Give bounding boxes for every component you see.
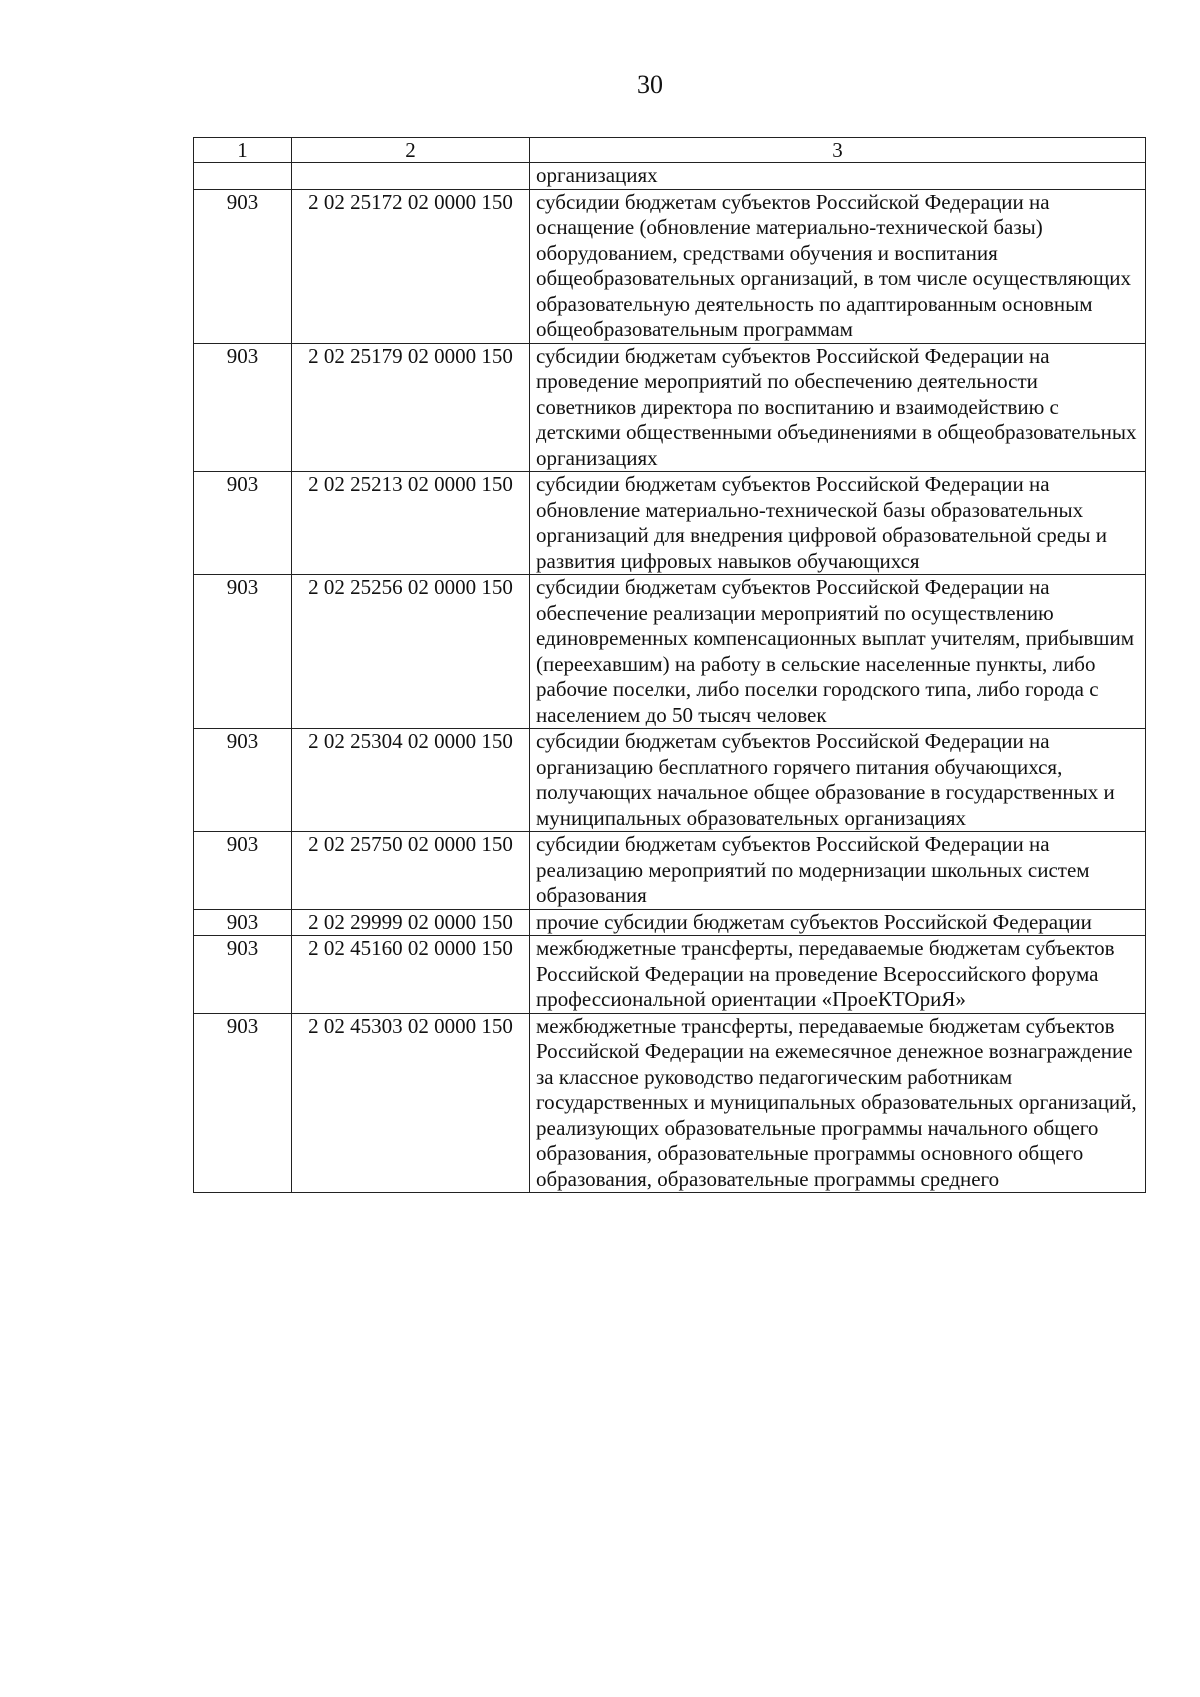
description-cell: субсидии бюджетам субъектов Российской Федерации на обновление материально-технической базы образовательных организаций для внедрения цифровой образовательной среды и развития цифровых навыков обучающихся bbox=[530, 472, 1146, 575]
admin-code-cell: 903 bbox=[194, 936, 292, 1014]
description-cell: организациях bbox=[530, 163, 1146, 190]
description-cell: субсидии бюджетам субъектов Российской Федерации на оснащение (обновление материально-технической базы) оборудованием, средствами обучения и воспитания общеобразовательных организаций, в том числе осуществляющих образовательную деятельность по адаптированным основным общеобразовательным программам bbox=[530, 189, 1146, 343]
description-cell: субсидии бюджетам субъектов Российской Федерации на обеспечение реализации мероприятий по осуществлению единовременных компенсационных выплат учителям, прибывшим (переехавшим) на работу в сельские населенные пункты, либо рабочие поселки, либо поселки городского типа, либо города с населением до 50 тысяч человек bbox=[530, 575, 1146, 729]
admin-code-cell bbox=[194, 163, 292, 190]
table-row bbox=[194, 472, 1146, 575]
admin-code-cell: 903 bbox=[194, 909, 292, 936]
column-header-3: 3 bbox=[530, 138, 1146, 163]
table-row bbox=[194, 729, 1146, 832]
revenue-codes-table bbox=[193, 137, 1146, 1193]
budget-code-cell: 2 02 45160 02 0000 150 bbox=[292, 936, 530, 1014]
admin-code-cell: 903 bbox=[194, 1013, 292, 1193]
admin-code-cell: 903 bbox=[194, 729, 292, 832]
description-cell: межбюджетные трансферты, передаваемые бюджетам субъектов Российской Федерации на проведение Всероссийского форума профессиональной ориентации «ПроеКТОриЯ» bbox=[530, 936, 1146, 1014]
description-cell: субсидии бюджетам субъектов Российской Федерации на проведение мероприятий по обеспечению деятельности советников директора по воспитанию и взаимодействию с детскими общественными объединениями в общеобразовательных организациях bbox=[530, 343, 1146, 472]
table-row bbox=[194, 575, 1146, 729]
table-row bbox=[194, 189, 1146, 343]
description-cell: субсидии бюджетам субъектов Российской Федерации на реализацию мероприятий по модернизации школьных систем образования bbox=[530, 832, 1146, 910]
budget-code-cell: 2 02 25304 02 0000 150 bbox=[292, 729, 530, 832]
budget-code-cell: 2 02 25213 02 0000 150 bbox=[292, 472, 530, 575]
admin-code-cell: 903 bbox=[194, 472, 292, 575]
admin-code-cell: 903 bbox=[194, 832, 292, 910]
table-row bbox=[194, 936, 1146, 1014]
budget-code-cell: 2 02 45303 02 0000 150 bbox=[292, 1013, 530, 1193]
budget-code-cell: 2 02 29999 02 0000 150 bbox=[292, 909, 530, 936]
table-row bbox=[194, 909, 1146, 936]
table-row bbox=[194, 1013, 1146, 1193]
description-cell: субсидии бюджетам субъектов Российской Федерации на организацию бесплатного горячего питания обучающихся, получающих начальное общее образование в государственных и муниципальных образовательных организациях bbox=[530, 729, 1146, 832]
budget-code-cell: 2 02 25179 02 0000 150 bbox=[292, 343, 530, 472]
table-body bbox=[194, 138, 1146, 1193]
table-row bbox=[194, 343, 1146, 472]
table-header-row bbox=[194, 138, 1146, 163]
table-row bbox=[194, 163, 1146, 190]
page-number: 30 bbox=[637, 70, 663, 99]
column-header-2: 2 bbox=[292, 138, 530, 163]
description-cell: межбюджетные трансферты, передаваемые бюджетам субъектов Российской Федерации на ежемесячное денежное вознаграждение за классное руководство педагогическим работникам государственных и муниципальных образовательных организаций, реализующих образовательные программы начального общего образования, образовательные программы основного общего образования, образовательные программы среднего bbox=[530, 1013, 1146, 1193]
budget-code-cell: 2 02 25172 02 0000 150 bbox=[292, 189, 530, 343]
description-cell: прочие субсидии бюджетам субъектов Российской Федерации bbox=[530, 909, 1146, 936]
budget-code-cell: 2 02 25256 02 0000 150 bbox=[292, 575, 530, 729]
column-header-1: 1 bbox=[194, 138, 292, 163]
admin-code-cell: 903 bbox=[194, 189, 292, 343]
table-row bbox=[194, 832, 1146, 910]
admin-code-cell: 903 bbox=[194, 575, 292, 729]
budget-code-cell bbox=[292, 163, 530, 190]
budget-code-cell: 2 02 25750 02 0000 150 bbox=[292, 832, 530, 910]
admin-code-cell: 903 bbox=[194, 343, 292, 472]
